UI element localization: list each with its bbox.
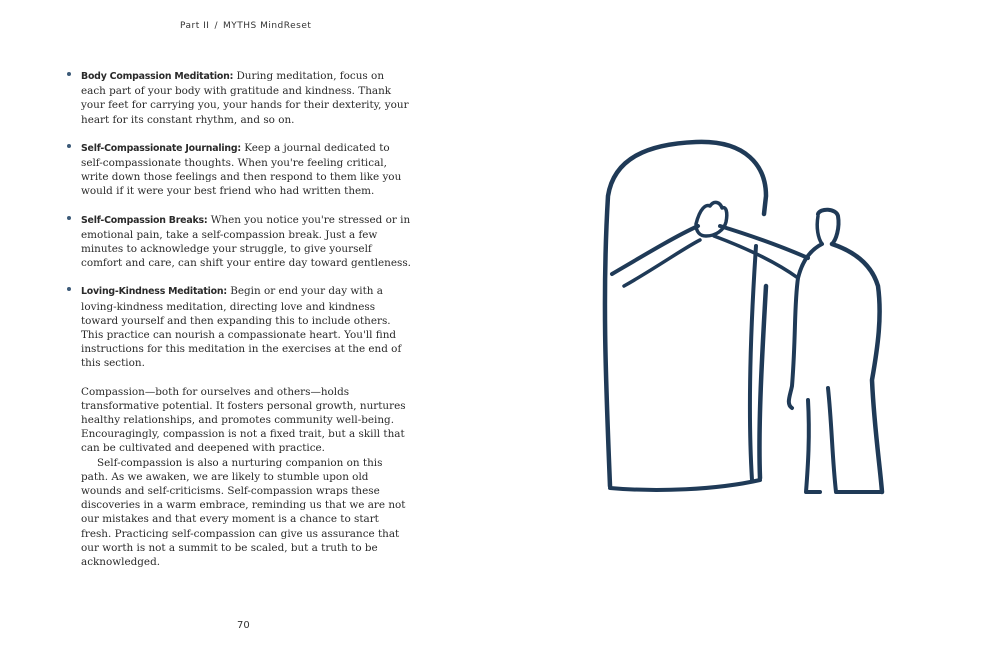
bullet-dot-icon — [67, 144, 71, 148]
mirror-base — [610, 480, 760, 490]
person-body — [832, 244, 882, 492]
body-paragraph: Self-compassion is also a nurturing companion on this path. As we awaken, we are likely to stumble upon old wounds and self-criticisms. Self-compassion wraps these discoveries in a warm embrace, reminding us that we are not our mistakes and that every moment is a chance to start fresh. Practicing self-compassion can give us assurance that our worth is not a summit to be scaled, but a truth to be acknowledged. — [81, 456, 406, 569]
list-item — [66, 284, 411, 370]
bullet-title: Self-Compassionate Journaling: — [81, 142, 241, 154]
bullet-text: Begin or end your day with a loving-kindness meditation, directing love and kindness toward yourself and then expanding this to include others. This practice can nourish a compassionate heart. You'll find instructions for this meditation in the exercises at the end of this section. — [81, 285, 402, 370]
list-item — [66, 69, 411, 127]
bullet-dot-icon — [67, 216, 71, 220]
bullet-dot-icon — [67, 72, 71, 76]
part-label: Part II — [180, 21, 210, 31]
bullet-title: Body Compassion Meditation: — [81, 71, 234, 82]
person-legs — [806, 388, 882, 492]
hand — [696, 202, 727, 236]
body-paragraph: Compassion—both for ourselves and others—holds transformative potential. It fosters personal growth, nurtures healthy relationships, and promotes community well-being. Encouragingly, compassion is not a fixed trait, but a skill that can be cultivated and deepened with practice. — [81, 385, 406, 455]
practice-list — [66, 69, 411, 371]
header-separator: / — [214, 21, 218, 31]
running-head — [180, 21, 311, 31]
list-item — [66, 213, 411, 271]
mirror-frame — [605, 142, 766, 486]
text-column — [66, 69, 411, 569]
bullet-dot-icon — [67, 287, 71, 291]
list-item — [66, 141, 411, 199]
bullet-text: When you notice you're stressed or in emotional pain, take a self-compassion break. Just a few minutes to acknowledge your struggle, to give yourself comfort and care, can shift your entire day toward gentleness. — [81, 213, 411, 270]
page-number: 70 — [237, 620, 250, 631]
section-label: MYTHS MindReset — [222, 21, 312, 31]
mirror-inner-line — [750, 246, 756, 480]
bullet-text: Keep a journal dedicated to self-compassionate thoughts. When you're feeling critical, write down those feelings and then respond to them like you would if it were your best friend who had written them. — [81, 141, 402, 198]
bullet-title: Loving-Kindness Meditation: — [81, 286, 227, 298]
bullet-title: Self-Compassion Breaks: — [81, 214, 208, 226]
mirror-figure-illustration — [596, 136, 892, 506]
bullet-text: During meditation, focus on each part of your body with gratitude and kindness. Thank your feet for carrying you, your hands for their dexterity, your heart for its constant rhythm, and so on. — [81, 70, 409, 126]
